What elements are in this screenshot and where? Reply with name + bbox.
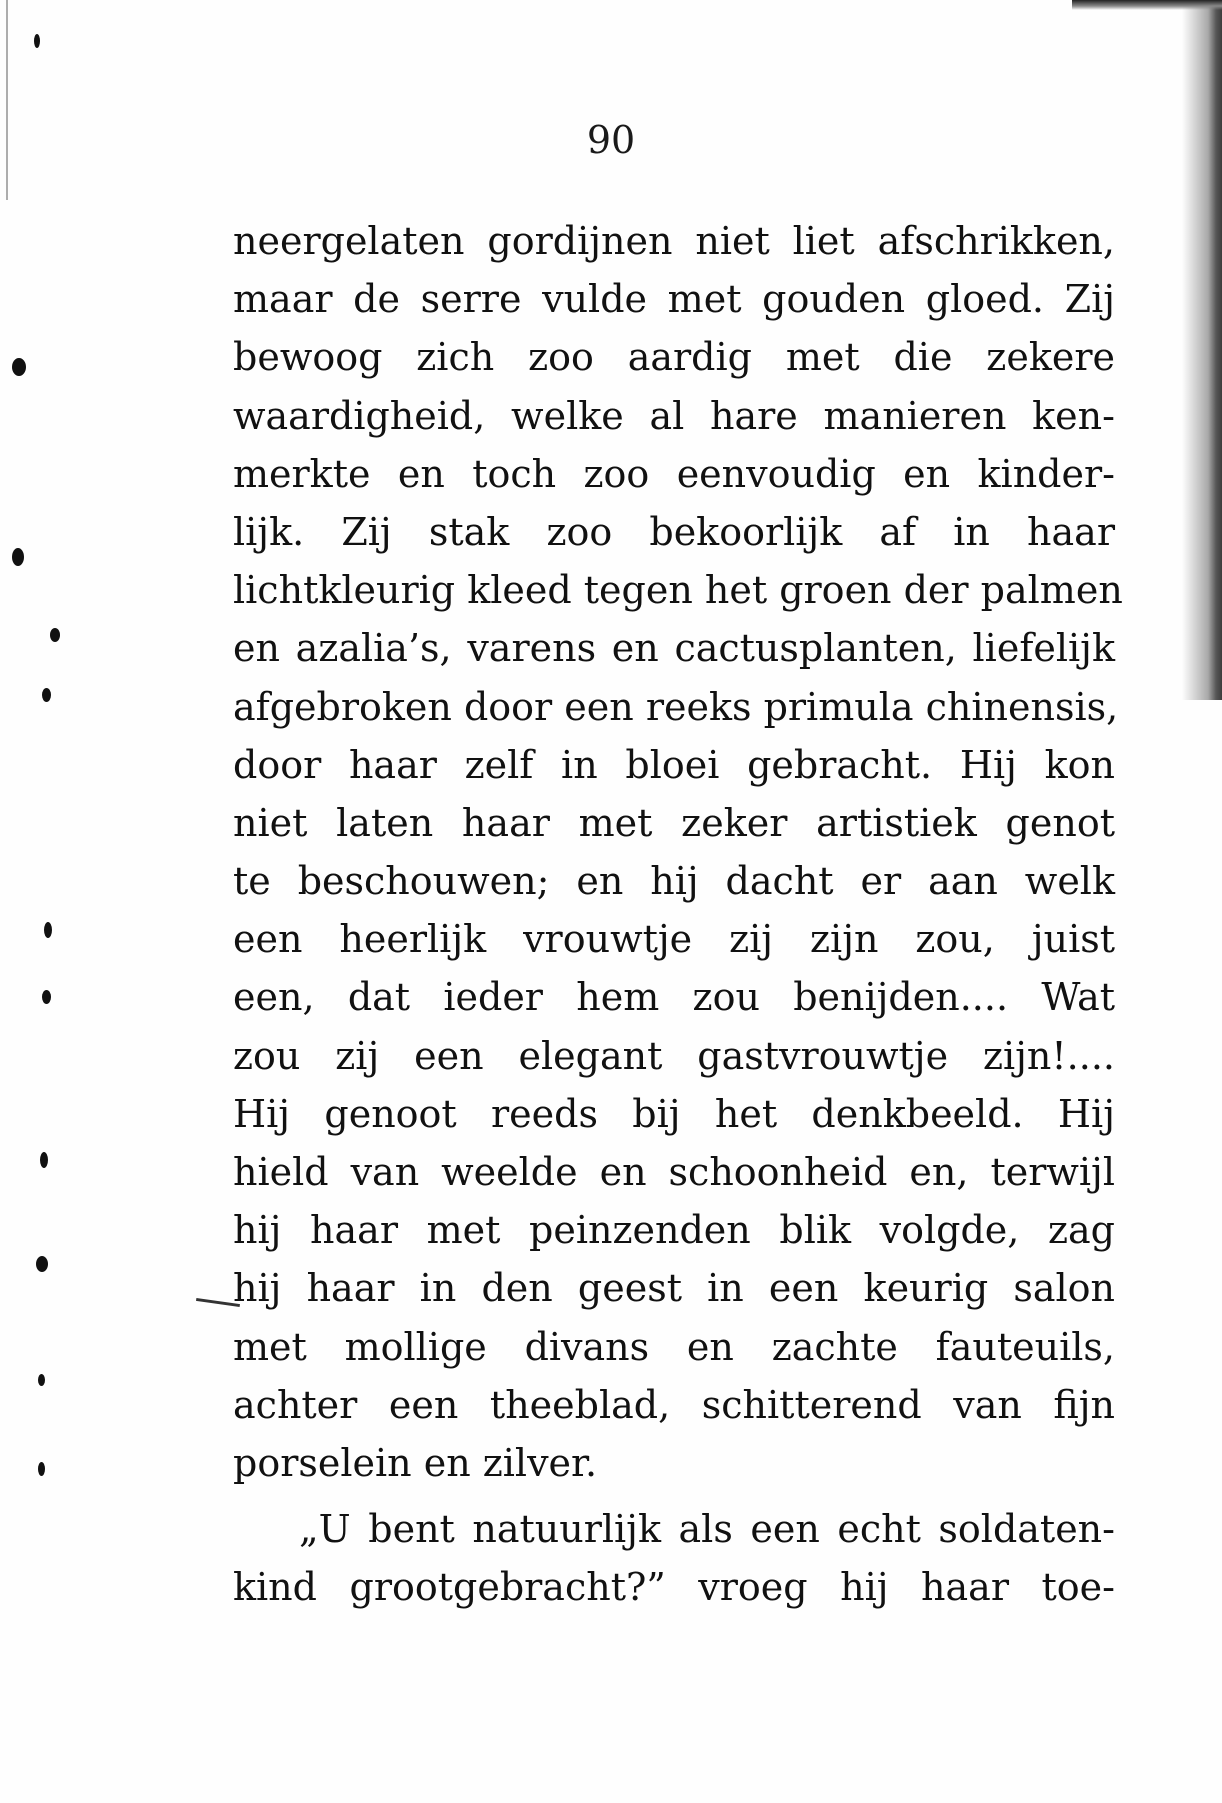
text-line: hield van weelde en schoonheid en, terwijl: [233, 1150, 1115, 1194]
margin-speck: [40, 1152, 48, 1168]
margin-speck: [36, 1256, 48, 1272]
text-line: neergelaten gordijnen niet liet afschrikken,: [233, 219, 1115, 263]
margin-speck: [12, 358, 26, 376]
text-line: bewoog zich zoo aardig met die zekere: [233, 335, 1115, 380]
paragraph: [233, 212, 1123, 1492]
text-line: lijk. Zij stak zoo bekoorlijk af in haar: [233, 509, 1115, 554]
paragraph-gap: [233, 1492, 1115, 1500]
text-line: porselein en zilver.: [233, 1440, 598, 1485]
text-line: kind grootgebracht?” vroeg hij haar toe-: [233, 1565, 1115, 1610]
text-line: zou zij een elegant gastvrouwtje zijn!....: [233, 1033, 1115, 1078]
margin-speck: [38, 1374, 45, 1386]
scan-edge-line: [6, 0, 8, 200]
text-line: lichtkleurig kleed tegen het groen der palmen: [233, 568, 1123, 613]
text-line: hij haar met peinzenden blik volgde, zag: [233, 1208, 1115, 1253]
page-number: 90: [586, 118, 636, 162]
text-line: en azalia’s, varens en cactusplanten, liefelijk: [233, 626, 1115, 671]
scan-edge-shadow: [1182, 0, 1222, 700]
text-line: door haar zelf in bloei gebracht. Hij kon: [233, 742, 1115, 787]
text-line: achter een theeblad, schitterend van fijn: [233, 1382, 1115, 1427]
text-line: te beschouwen; en hij dacht er aan welk: [233, 859, 1115, 904]
paragraph: [233, 1500, 1115, 1616]
text-line: hij haar in den geest in een keurig salon: [233, 1266, 1115, 1311]
text-line: met mollige divans en zachte fauteuils,: [233, 1324, 1115, 1369]
text-line: afgebroken door een reeks primula chinensis,: [233, 684, 1119, 729]
text-line: niet laten haar met zeker artistiek genot: [233, 800, 1115, 845]
text-line: merkte en toch zoo eenvoudig en kinder-: [233, 451, 1115, 496]
margin-speck: [42, 688, 51, 702]
margin-speck: [42, 990, 51, 1004]
text-line: een, dat ieder hem zou benijden.... Wat: [233, 975, 1115, 1020]
text-line: „U bent natuurlijk als een echt soldaten-: [299, 1507, 1115, 1552]
margin-speck: [34, 34, 40, 48]
margin-speck: [44, 922, 52, 938]
text-line: Hij genoot reeds bij het denkbeeld. Hij: [233, 1091, 1115, 1136]
text-line: waardigheid, welke al hare manieren ken-: [233, 393, 1115, 438]
margin-speck: [50, 628, 60, 642]
scan-edge-top: [1072, 0, 1222, 10]
margin-speck: [38, 1462, 45, 1476]
body-text: [233, 212, 1123, 1617]
text-line: maar de serre vulde met gouden gloed. Zij: [233, 277, 1115, 322]
text-line: een heerlijk vrouwtje zij zijn zou, juist: [233, 917, 1115, 962]
margin-speck: [12, 548, 24, 566]
